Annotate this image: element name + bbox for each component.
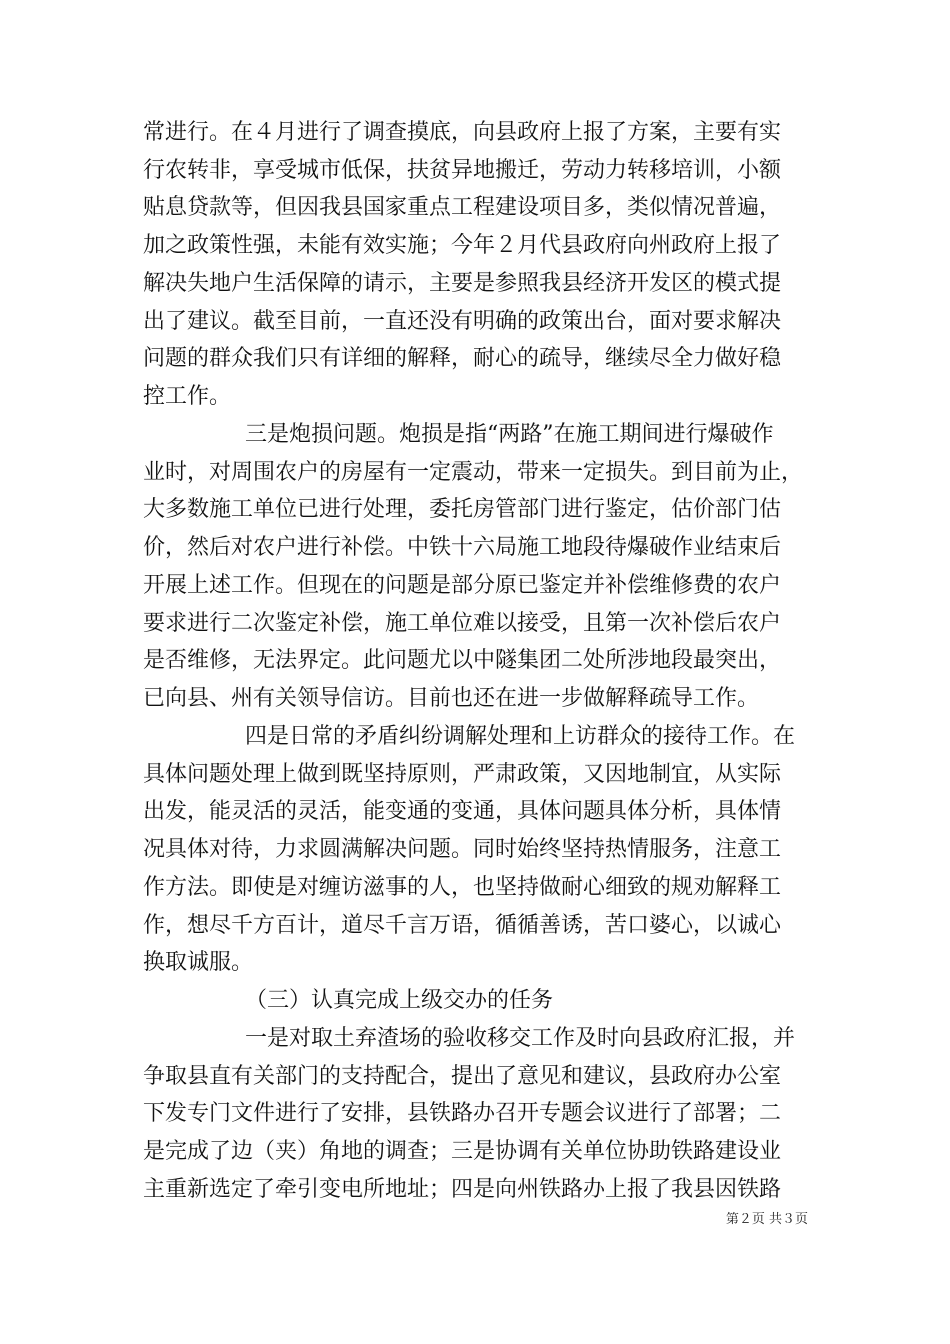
text-line: 贴息贷款等，但因我县国家重点工程建设项目多，类似情况普遍， [143,195,782,220]
text-line: 是完成了边（夹）角地的调查；三是协调有关单位协助铁路建设业 [143,1139,782,1164]
text-line: 争取县直有关部门的支持配合，提出了意见和建议，县政府办公室 [143,1064,782,1089]
text-line: 价，然后对农户进行补偿。中铁十六局施工地段待爆破作业结束后 [143,535,782,560]
text-line: 况具体对待，力求圆满解决问题。同时始终坚持热情服务，注意工 [143,837,782,862]
text-line: 要求进行二次鉴定补偿，施工单位难以接受，且第一次补偿后农户 [143,611,782,636]
text-line: 加之政策性强，未能有效实施；今年２月代县政府向州政府上报了 [143,233,782,258]
text-line: 行农转非，享受城市低保，扶贫异地搬迁，劳动力转移培训，小额 [143,158,782,183]
section-heading: （三）认真完成上级交办的任务 [245,988,554,1013]
text-line: 已向县、州有关领导信访。目前也还在进一步做解释疏导工作。 [143,686,760,711]
text-line: 问题的群众我们只有详细的解释，耐心的疏导，继续尽全力做好稳 [143,346,782,371]
text-line: 换取诚服。 [143,950,254,975]
text-line: 主重新选定了牵引变电所地址；四是向州铁路办上报了我县因铁路 [143,1177,782,1202]
text-line: 是否维修，无法界定。此问题尤以中隧集团二处所涉地段最突出， [143,648,782,673]
text-line: 常进行。在４月进行了调查摸底，向县政府上报了方案，主要有实 [143,120,782,145]
text-line: 控工作。 [143,384,232,409]
text-line: 开展上述工作。但现在的问题是部分原已鉴定并补偿维修费的农户 [143,573,782,598]
text-line: 出了建议。截至目前，一直还没有明确的政策出台，面对要求解决 [143,309,782,334]
text-line: 作方法。即使是对缠访滋事的人，也坚持做耐心细致的规劝解释工 [143,875,782,900]
paragraph-start: 三是炮损问题。炮损是指“两路”在施工期间进行爆破作 [245,422,774,447]
text-line: 具体问题处理上做到既坚持原则，严肃政策，又因地制宜，从实际 [143,762,782,787]
text-line: 解决失地户生活保障的请示，主要是参照我县经济开发区的模式提 [143,271,782,296]
text-line: 业时，对周围农户的房屋有一定震动，带来一定损失。到目前为止， [143,460,804,485]
text-line: 下发专门文件进行了安排，县铁路办召开专题会议进行了部署；二 [143,1101,782,1126]
text-line: 作，想尽千方百计，道尽千言万语，循循善诱，苦口婆心，以诚心 [143,913,782,938]
paragraph-start: 四是日常的矛盾纠纷调解处理和上访群众的接待工作。在 [245,724,796,749]
text-line: 出发，能灵活的灵活，能变通的变通，具体问题具体分析，具体情 [143,799,782,824]
paragraph-start: 一是对取土弃渣场的验收移交工作及时向县政府汇报，并 [245,1026,796,1051]
text-line: 大多数施工单位已进行处理，委托房管部门进行鉴定，估价部门估 [143,497,782,522]
page-number: 第２页 共３页 [725,1212,808,1227]
